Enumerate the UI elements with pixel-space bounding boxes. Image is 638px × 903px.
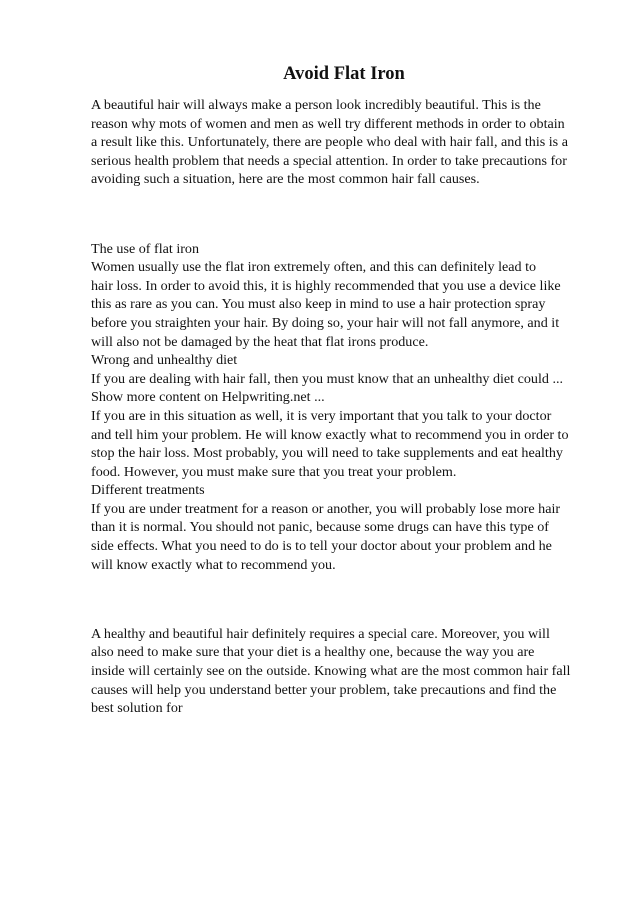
text-line: Show more content on Helpwriting.net ... <box>91 389 325 406</box>
text-line: A beautiful hair will always make a person look incredibly beautiful. This is the <box>91 97 541 113</box>
text-line: before you straighten your hair. By doing so, your hair will not fall anymore, and it <box>91 314 560 331</box>
text-line: food. However, you must make sure that you treat your problem. <box>91 463 457 480</box>
text-line: avoiding such a situation, here are the most common hair fall causes. <box>91 171 480 188</box>
text-line: hair loss. In order to avoid this, it is highly recommended that you use a device like <box>91 277 561 294</box>
text-line: a result like this. Unfortunately, there are people who deal with hair fall, and this is a <box>91 134 568 151</box>
text-line: If you are in this situation as well, it is very important that you talk to your doctor <box>91 407 552 424</box>
text-line: If you are dealing with hair fall, then you must know that an unhealthy diet could ... <box>91 370 564 387</box>
text-line: serious health problem that needs a special attention. In order to take precautions for <box>91 152 567 169</box>
text-line: Women usually use the flat iron extremely often, and this can definitely lead to <box>91 259 537 276</box>
paragraph-break <box>91 205 591 224</box>
paragraph-break <box>91 590 591 609</box>
document-title: Avoid Flat Iron <box>283 64 405 84</box>
text-line: inside will certainly see on the outside. Knowing what are the most common hair fall <box>91 663 571 680</box>
text-line: causes will help you understand better your problem, take precautions and find the <box>91 681 557 698</box>
text-line: side effects. What you need to do is to tell your doctor about your problem and he <box>91 538 552 555</box>
document-page <box>91 62 591 718</box>
text-line: this as rare as you can. You must also keep in mind to use a hair protection spray <box>91 296 546 313</box>
text-line: Wrong and unhealthy diet <box>91 352 238 369</box>
text-line: A healthy and beautiful hair definitely requires a special care. Moreover, you will <box>91 625 550 642</box>
text-line: Different treatments <box>91 482 205 499</box>
document-body <box>91 96 591 718</box>
text-line: also need to make sure that your diet is a healthy one, because the way you are <box>91 644 535 661</box>
text-line: will also not be damaged by the heat that flat irons produce. <box>91 333 429 350</box>
text-line: The use of flat iron <box>91 240 200 257</box>
text-line: If you are under treatment for a reason or another, you will probably lose more hair <box>91 500 561 517</box>
text-line: will know exactly what to recommend you. <box>91 556 336 573</box>
text-line: best solution for <box>91 700 183 717</box>
text-line: stop the hair loss. Most probably, you will need to take supplements and eat healthy <box>91 445 563 462</box>
text-line: reason why mots of women and men as well try different methods in order to obtain <box>91 115 565 132</box>
text-line: and tell him your problem. He will know exactly what to recommend you in order to <box>91 426 569 443</box>
text-line: than it is normal. You should not panic, because some drugs can have this type of <box>91 519 549 536</box>
